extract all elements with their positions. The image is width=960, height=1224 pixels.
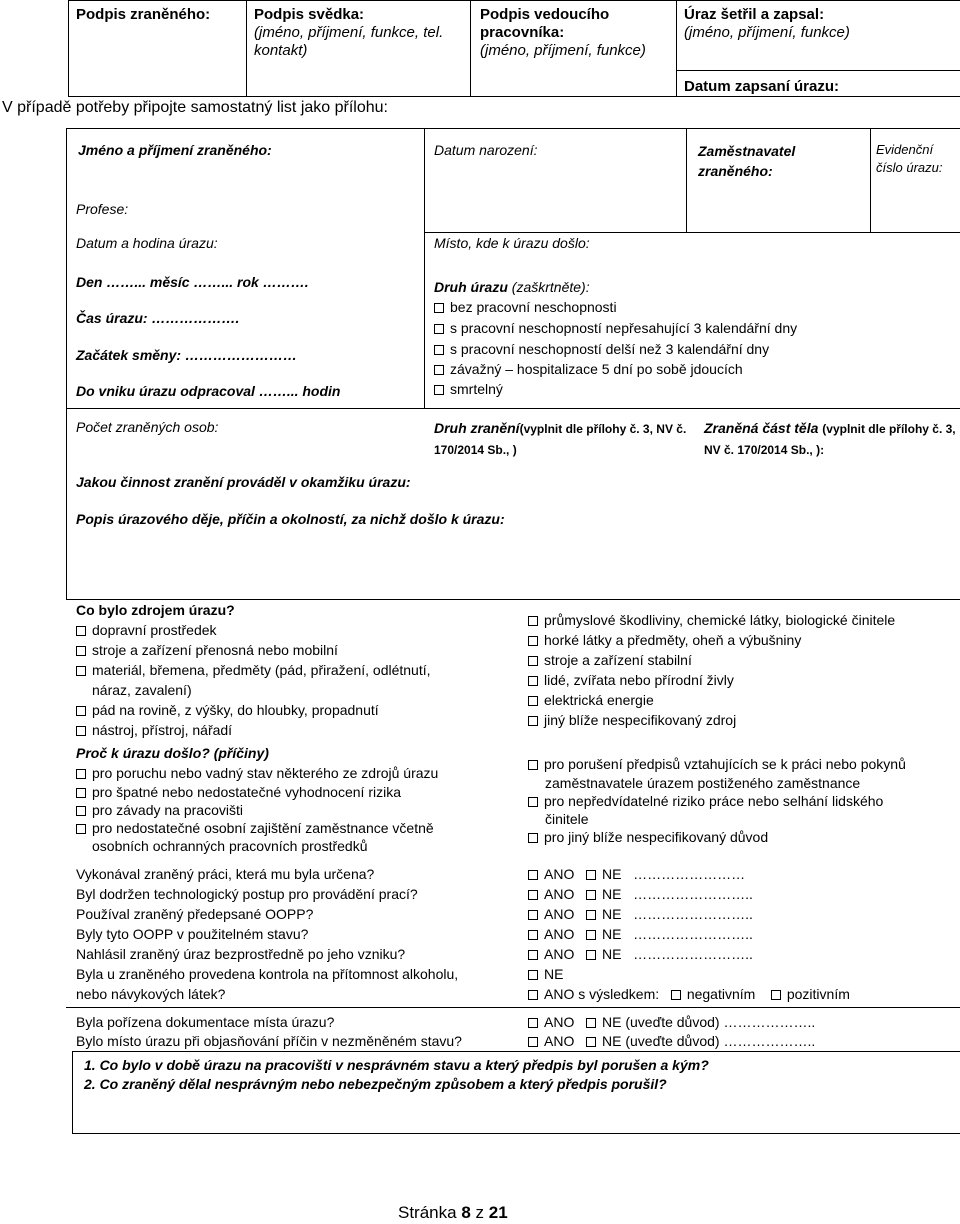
checkbox-icon[interactable] [528,716,538,726]
answer-row[interactable]: ANO NE …………………….. [528,925,753,943]
victim-name-label: Jméno a příjmení zraněného: [78,142,272,158]
alcohol-no-option[interactable]: NE [528,965,563,983]
final-question-1: 1. Co bylo v době úrazu na pracovišti v nesprávném stavu a který předpis byl porušen a kým? [84,1057,709,1073]
checkbox-icon[interactable] [771,990,781,1000]
causes-heading: Proč k úrazu došlo? (příčiny) [76,745,269,761]
checkbox-icon[interactable] [586,910,596,920]
question-row: Používal zraněný předepsané OOPP? [76,906,314,922]
question-row: Nahlásil zraněný úraz bezprostředně po jeho vzniku? [76,946,406,962]
documentation-answer[interactable]: ANO NE (uveďte důvod) ……………….. [528,1013,815,1031]
cause-option[interactable]: pro poruchu nebo vadný stav některého ze zdrojů úrazu [76,764,438,782]
source-option[interactable]: lidé, zvířata nebo přírodní živly [528,671,734,689]
body-part-cell: Zraněná část těla (vyplnit dle přílohy č. 3, NV č. 170/2014 Sb., ): [704,420,956,457]
cause-option[interactable]: pro jiný blíže nespecifikovaný důvod [528,828,768,846]
profession-label: Profese: [76,201,129,217]
answer-row[interactable]: ANO NE …………………….. [528,905,753,923]
accident-place-label: Místo, kde k úrazu došlo: [434,235,590,251]
cause-option[interactable]: pro nepředvídatelné riziko práce nebo selhání lidského [528,792,883,810]
source-option[interactable]: materiál, břemena, předměty (pád, přiražení, odlétnutí, [76,661,431,679]
injury-type-option[interactable]: závažný – hospitalizace 5 dní po sobě jdoucích [434,360,743,378]
source-option[interactable]: průmyslové škodliviny, chemické látky, biologické činitele [528,611,895,629]
checkbox-icon[interactable] [528,910,538,920]
source-option[interactable]: dopravní prostředek [76,621,217,639]
checkbox-icon[interactable] [671,990,681,1000]
cause-option-continued: zaměstnavatele úrazem postiženého zaměstnance [545,775,861,791]
checkbox-icon[interactable] [586,1037,596,1047]
checkbox-icon[interactable] [76,726,86,736]
checkbox-icon[interactable] [434,365,444,375]
checkbox-icon[interactable] [528,760,538,770]
injury-type-option[interactable]: s pracovní neschopností nepřesahující 3 kalendářní dny [434,319,797,337]
question-row: Byly tyto OOPP v použitelném stavu? [76,926,309,942]
investigator-label: Úraz šetřil a zapsal: [684,6,825,23]
manager-signature-cell [480,6,670,60]
checkbox-icon[interactable] [586,890,596,900]
checkbox-icon[interactable] [434,345,444,355]
description-label: Popis úrazového děje, příčin a okolností, za nichž došlo k úrazu: [76,511,505,527]
checkbox-icon[interactable] [528,890,538,900]
question-row: Byl dodržen technologický postup pro provádění prací? [76,886,418,902]
accident-time-line: Čas úrazu: ………………. [76,310,240,326]
documentation-question: Bylo místo úrazu při objasňování příčin v nezměněném stavu? [76,1033,462,1049]
checkbox-icon[interactable] [528,676,538,686]
source-option-continued: náraz, zavalení) [92,682,192,698]
checkbox-icon[interactable] [528,797,538,807]
checkbox-icon[interactable] [76,626,86,636]
source-option[interactable]: stroje a zařízení přenosná nebo mobilní [76,641,338,659]
checkbox-icon[interactable] [434,324,444,334]
cause-option-continued: činitele [545,811,589,827]
employer-label: Zaměstnavatel zraněného: [698,143,796,179]
injury-type-option[interactable]: bez pracovní neschopnosti [434,298,617,316]
shift-start-line: Začátek směny: …………………… [76,347,297,363]
question-row: Vykonával zraněný práci, která mu byla určena? [76,866,375,882]
checkbox-icon[interactable] [76,666,86,676]
source-option[interactable]: elektrická energie [528,691,654,709]
checkbox-icon[interactable] [76,788,86,798]
alcohol-question-line1: Byla u zraněného provedena kontrola na přítomnost alkoholu, [76,966,459,982]
checkbox-icon[interactable] [434,385,444,395]
checkbox-icon[interactable] [528,636,538,646]
witness-signature-note: (jméno, příjmení, funkce, tel. kontakt) [254,24,444,59]
checkbox-icon[interactable] [586,870,596,880]
source-option[interactable]: jiný blíže nespecifikovaný zdroj [528,711,736,729]
injury-type-option[interactable]: smrtelný [434,380,503,398]
page-number: Stránka 8 z 21 [398,1203,508,1222]
injury-kind-cell: Druh zranění(vyplnit dle přílohy č. 3, NV č. 170/2014 Sb., ) [434,420,687,457]
cause-option[interactable]: pro nedostatečné osobní zajištění zaměstnance včetně [76,819,434,837]
answer-row[interactable]: ANO NE …………………… [528,865,745,883]
injury-type-note: (zaškrtněte): [507,279,590,295]
victim-signature-label: Podpis zraněného: [76,6,211,23]
final-question-2: 2. Co zraněný dělal nesprávným nebo nebezpečným způsobem a který předpis porušil? [84,1076,667,1092]
answer-row[interactable]: ANO NE …………………….. [528,885,753,903]
cause-option[interactable]: pro porušení předpisů vztahujících se k práci nebo pokynů [528,755,906,773]
source-option[interactable]: stroje a zařízení stabilní [528,651,692,669]
cause-option-continued: osobních ochranných pracovních prostředků [92,838,368,854]
injury-type-option[interactable]: s pracovní neschopností delší než 3 kalendářní dny [434,340,769,358]
activity-label: Jakou činnost zranění prováděl v okamžiku úrazu: [76,474,411,490]
injured-count-label: Počet zraněných osob: [76,419,219,435]
record-date-label: Datum zapsaní úrazu: [684,78,840,95]
checkbox-icon[interactable] [76,646,86,656]
manager-signature-note: (jméno, příjmení, funkce) [480,42,646,59]
birth-date-label: Datum narození: [434,142,538,158]
checkbox-icon[interactable] [76,806,86,816]
attachment-note: V případě potřeby připojte samostatný list jako přílohu: [2,99,388,116]
documentation-answer[interactable]: ANO NE (uveďte důvod) ……………….. [528,1032,815,1050]
source-option[interactable]: nástroj, přístroj, nářadí [76,721,232,739]
hours-worked-line: Do vniku úrazu odpracoval ……... hodin [76,383,341,399]
checkbox-icon[interactable] [528,970,538,980]
checkbox-icon[interactable] [76,769,86,779]
witness-signature-label: Podpis svědka: [254,6,365,23]
injury-type-title: Druh úrazu [434,279,508,295]
investigator-note: (jméno, příjmení, funkce) [684,24,850,41]
checkbox-icon[interactable] [586,1018,596,1028]
record-number-label: Evidenční číslo úrazu: [876,142,943,175]
checkbox-icon[interactable] [528,1037,538,1047]
answer-row[interactable]: ANO NE …………………….. [528,945,753,963]
injury-type-heading [434,278,590,296]
cause-option[interactable]: pro špatné nebo nedostatečné vyhodnocení rizika [76,783,401,801]
alcohol-question-line2: nebo návykových látek? [76,986,226,1002]
checkbox-icon[interactable] [528,1018,538,1028]
source-option[interactable]: pád na rovině, z výšky, do hloubky, propadnutí [76,701,379,719]
checkbox-icon[interactable] [528,930,538,940]
day-month-year-line: Den ……... měsíc ……... rok ………. [76,274,309,290]
cause-option[interactable]: pro závady na pracovišti [76,801,243,819]
checkbox-icon[interactable] [528,696,538,706]
checkbox-icon[interactable] [76,706,86,716]
checkbox-icon[interactable] [586,950,596,960]
checkbox-icon[interactable] [528,990,538,1000]
source-heading: Co bylo zdrojem úrazu? [76,602,235,618]
alcohol-yes-option[interactable]: ANO s výsledkem: negativním pozitivním [528,985,850,1003]
checkbox-icon[interactable] [528,833,538,843]
checkbox-icon[interactable] [434,303,444,313]
source-option[interactable]: horké látky a předměty, oheň a výbušniny [528,631,801,649]
checkbox-icon[interactable] [528,656,538,666]
checkbox-icon[interactable] [528,870,538,880]
checkbox-icon[interactable] [586,930,596,940]
manager-signature-label: Podpis vedoucího pracovníka: [480,6,610,41]
accident-datetime-label: Datum a hodina úrazu: [76,235,218,251]
checkbox-icon[interactable] [76,824,86,834]
investigator-cell [684,6,954,42]
documentation-question: Byla pořízena dokumentace místa úrazu? [76,1014,335,1030]
checkbox-icon[interactable] [528,950,538,960]
checkbox-icon[interactable] [528,616,538,626]
witness-signature-cell [254,6,464,60]
